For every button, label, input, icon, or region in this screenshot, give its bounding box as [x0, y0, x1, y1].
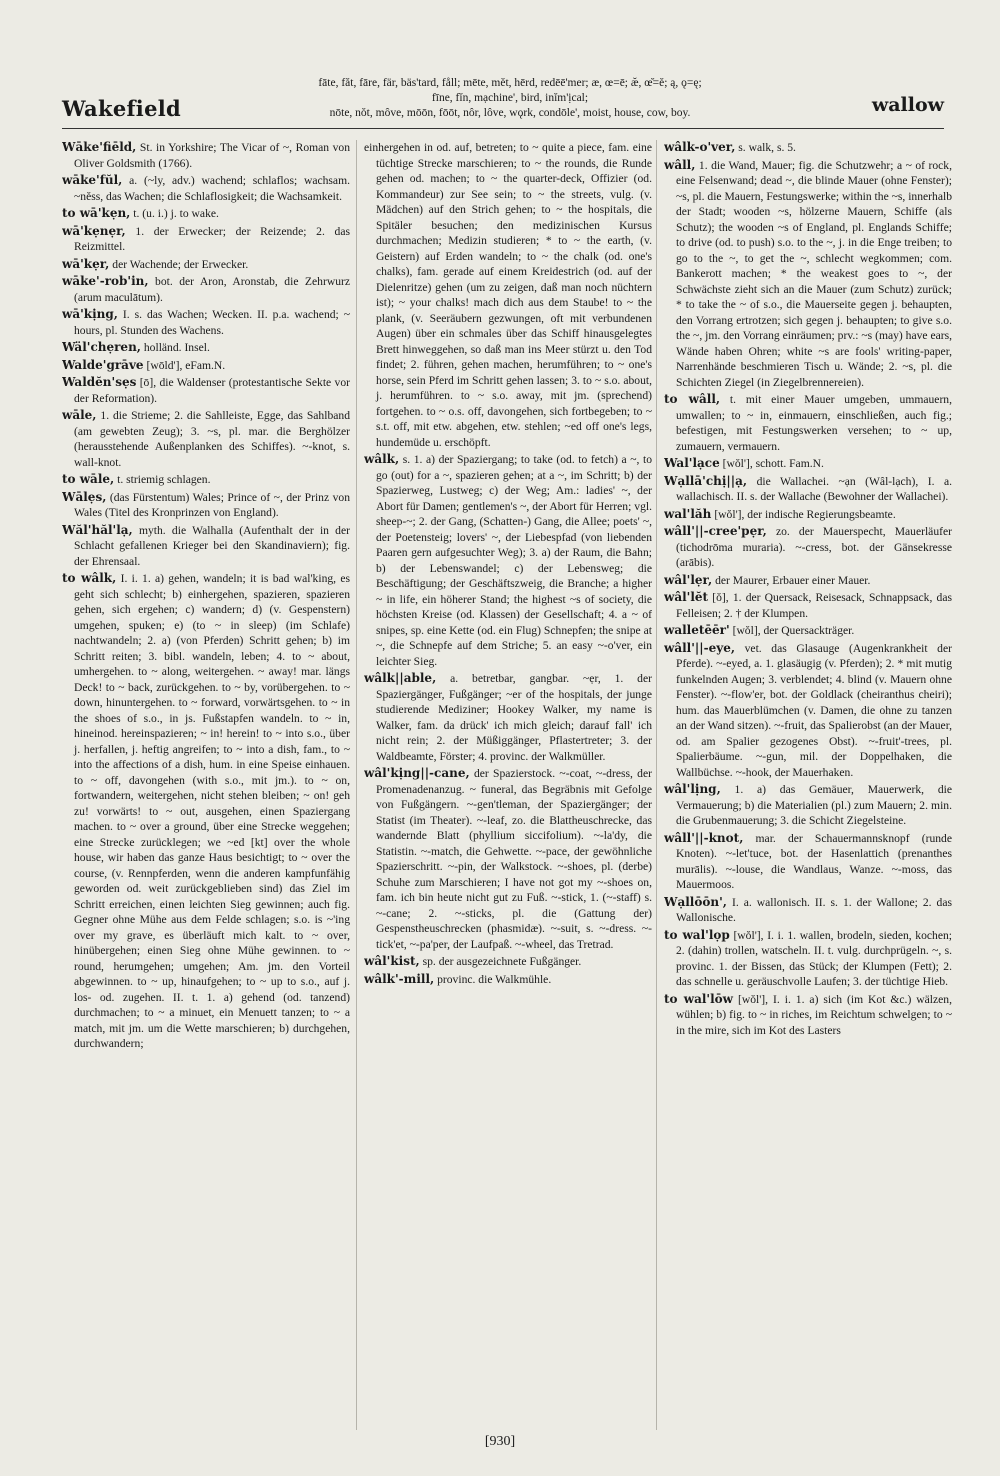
- entry-headword: Wālẹs,: [62, 489, 107, 504]
- entry-definition: [ō], die Waldenser (protestantische Sekte vor der Reformation).: [74, 376, 350, 405]
- entry-definition: vet. das Glasauge (Augenkrankheit der Pferde). ~-eyed, a. 1. glasäugig (v. Pferden); 2. * mit mutig funkelnden Augen; 3. verblendet; 4. blind (v. Mauern ohne Fenster). ~-flow'er, bot. der Goldlack (cheiranthus cheiri); hum. das Mauerblümchen (v. Damen, die ohne zu tanzen an der Wand sitzen). ~-fruit, das Spalierobst (an der Mauer, od. am Spalier gezogenes Obst). ~-fruit'-trees, pl. Spalierbäume. ~-gun, mil. der Doppelhaken, die Wallbüchse. ~-hook, der Mauerhaken.: [676, 641, 952, 779]
- entry-headword: wāke'fŭl,: [62, 173, 123, 187]
- pronunciation-key-line: nōte, nŏt, môve, mōōn, fōōt, nôr, lôve, wǫrk, condōle', moist, house, cow, boy.: [329, 107, 691, 119]
- dictionary-entry: [664, 507, 952, 523]
- page-number: [930]: [484, 1434, 516, 1449]
- column-divider: [656, 140, 657, 1430]
- column-divider: [356, 140, 357, 1430]
- entry-headword: wâll,: [664, 157, 696, 172]
- entry-definition: der Spazierstock. ~-coat, ~-dress, der Promenadenanzug. ~ funeral, das Begräbnis mit Gefolge von Fußgängern. ~-gen'tleman, der Spaziergänger; der Statist (im Theater). ~-leaf, zo. die Blattheuschrecke, das wandernde Blatt (phyllium siccifolium). ~-la'dy, die Statistin. ~-match, die Gehwette. ~-pace, der gewöhnliche Spazierschritt. ~-pin, der Walkstock. ~-shoes, pl. (derbe) Schuhe zum Marschieren; I have not got my ~-shoes on, fam. ich bin heute nicht gut zu Fuß. ~-stick, 1. (~-staff) s. ~-cane; 2. ~-sticks, pl. die (Gattung der) Gespenstheuschrecken (phasmidæ). ~-suit, s. ~-dress. ~-tick'et, ~-pa'per, der Laufpaß. ~-wheel, das Tretrad.: [376, 767, 652, 951]
- entry-definition: provinc. die Walkmühle.: [437, 972, 552, 986]
- column-2: [364, 140, 652, 1430]
- entry-headword: wâll'||-cree'pẹr,: [664, 524, 767, 538]
- entry-headword: Waldĕn'sẹs: [62, 375, 137, 389]
- dictionary-entry: [364, 954, 652, 970]
- entry-headword: Wạllōōn',: [664, 894, 727, 909]
- entry-definition: mar. der Schauermannsknopf (runde Knoten). ~-let'tuce, bot. der Hasenlattich (prenanthes murālis). ~-louse, die Wandlaus, Wanze. ~-moss, das Mauermoos.: [676, 831, 952, 891]
- entry-headword: wâlk,: [364, 452, 400, 466]
- entry-definition: [wŏl'], I. i. 1. wallen, brodeln, sieden, kochen; 2. (dahin) trollen, watscheln. II. t. vulg. durchprügeln. ~, s. provinc. 1. der Bissen, das Stück; der Klumpen (Fett); 2. das schnelle u. geräuschvolle Laufen; 3. der tüchtige Hieb.: [676, 928, 952, 988]
- entry-headword: wâl'kist,: [364, 954, 420, 968]
- entry-headword: wâlk'-mill,: [364, 971, 435, 986]
- entry-definition: a. betretbar, gangbar. ~ẹr, 1. der Spaziergänger, Fußgänger; ~er of the hospitals, der junge studierende Mediziner; Hookey Walker, my name is Walker, fam. da drück' ich mich gleich; darauf fall' ich nicht rein; 2. der Müßiggänger, Pflastertreter; 3. der Waldbeamte, Förster; 4. provinc. der Walkmüller.: [376, 672, 652, 763]
- dictionary-entry: [664, 641, 952, 781]
- dictionary-entry: [62, 571, 350, 1052]
- entry-headword: wal'lăh: [664, 506, 712, 521]
- entry-headword: wâll'||-eye,: [664, 640, 736, 655]
- dictionary-entry: [62, 375, 350, 406]
- dictionary-entry: [664, 992, 952, 1039]
- entry-definition: die Wallachei. ~ạn (Wâl-lạch), I. a. wallachisch. II. s. der Wallache (Bewohner der Wallachei).: [676, 474, 952, 503]
- entry-headword: Walde'grāve: [62, 357, 144, 372]
- dictionary-entry: [664, 895, 952, 926]
- entry-definition: (das Fürstentum) Wales; Prince of ~, der Prinz von Wales (Titel des Kronprinzen von England).: [74, 490, 350, 519]
- entry-headword: wâlk||able,: [364, 671, 437, 685]
- dictionary-entry: [664, 782, 952, 829]
- dictionary-entry: [664, 474, 952, 505]
- entry-definition: einhergehen in od. auf, betreten; to ~ quite a piece, fam. eine tüchtige Strecke marschieren; to ~ the rounds, die Runde gehen od. machen; to ~ the quarter-deck, Offizier (od. Kommandeur) zur See sein; to ~ the streets, vulg. (v. Mädchen) auf den Strich gehen; to ~ the hospitals, die Spitäler besuchen; den medizinischen Kursus durchmachen; Medizin studieren; * to ~ the earth, (v. Geistern) auf Erden wandeln; to ~ the chalk (od. one's chalks), fam. gerade auf einem Kreidestrich (od. auf der Dielenritze) gehen (um zu zeigen, daß man noch nüchtern ist); ~ your chalks! mach dich aus dem Staube! to ~ the plank, (v. Seeräubern gezwungen, oft mit verbundenen Augen) über ein schmales über das Schiff hinausgelegtes Brett hinweggehen, so daß man ins Meer stürzt u. den Tod findet; 2. führen, gehen machen, herumführen; to ~ one's horse, sein Pferd im Schritt gehen lassen; 3. to ~ s.o. about, j. herumführen. to ~ s.o. away, mit jm. (sprechend) fortgehen. to ~ o.s. off, davongehen, sich fortbegeben; to ~ s.t. off, mit etw. abgehen, etw. stehlen; ~ed off one's legs, hundemüde u. erschöpft.: [364, 141, 652, 449]
- entry-headword: Wāke'fiēld,: [62, 140, 137, 154]
- entry-definition: [wŏl'], I. i. 1. a) sich (im Kot &c.) wälzen, wühlen; b) fig. to ~ in riches, im Reichtum schwelgen; to ~ in the mire, sich im Kot des Lasters: [676, 992, 952, 1037]
- entry-definition: 1. die Strieme; 2. die Sahlleiste, Egge, das Sahlband (am gewebten Zeug); 3. ~s, pl. mar. die Berghölzer (herausstehende Außenplanken des Schiffes). ~-knot, s. wall-knot.: [74, 409, 350, 469]
- entry-definition: t. mit einer Mauer umgeben, ummauern, umwallen; to ~ in, einmauern, einschließen, auch fig.; befestigen, mit Festungswerken versehen; to ~ up, zumauern, vermauern.: [676, 393, 952, 453]
- dictionary-entry: [62, 224, 350, 255]
- entry-definition: [ŏ], 1. der Quersack, Reisesack, Schnappsack, das Felleisen; 2. † der Klumpen.: [676, 591, 952, 620]
- column-3: [664, 140, 952, 1430]
- dictionary-entry: [664, 590, 952, 621]
- dictionary-entry: [62, 206, 350, 222]
- entry-headword: to wal'lọp: [664, 927, 730, 942]
- entry-headword: to wâll,: [664, 392, 721, 406]
- entry-definition: bot. der Aron, Aronstab, die Zehrwurz (arum maculātum).: [74, 275, 350, 304]
- entry-definition: der Maurer, Erbauer einer Mauer.: [715, 573, 871, 587]
- entry-headword: Wăl'hăl'lạ,: [62, 522, 133, 537]
- entry-headword: Wäl'chẹren,: [62, 340, 141, 354]
- dictionary-entry: [62, 408, 350, 470]
- entry-headword: wâl'lịng,: [664, 782, 721, 796]
- entry-headword: wâl'kịng||-cane,: [364, 766, 470, 780]
- header-rule: [62, 128, 944, 129]
- entry-headword: Wạllā'chị||ạ,: [664, 473, 748, 488]
- running-head-left: Wakefield: [62, 96, 182, 121]
- pronunciation-key-line: fīne, fĭn, mạchine', bird, inĭm'ịcal;: [431, 92, 589, 104]
- entry-definition: t. striemig schlagen.: [117, 473, 211, 486]
- dictionary-entry: [62, 274, 350, 305]
- entry-headword: Wal'lạce: [664, 456, 720, 470]
- entry-headword: wā'kịng,: [62, 307, 118, 321]
- entry-headword: wâll'||-knot,: [664, 830, 744, 845]
- entry-definition: myth. die Walhalla (Aufenthalt der in der Schlacht gefallenen Krieger bei den Skandinaviern); fig. der Ehrensaal.: [74, 523, 350, 568]
- entry-definition: [wŏl'], schott. Fam.N.: [722, 457, 824, 470]
- pronunciation-key: [210, 76, 810, 121]
- dictionary-entry: [364, 766, 652, 952]
- dictionary-entry: [62, 523, 350, 570]
- dictionary-entry: [364, 671, 652, 764]
- dictionary-entry: [664, 573, 952, 589]
- entry-headword: wâl'lĕt: [664, 590, 709, 604]
- dictionary-entry: [664, 623, 952, 639]
- entry-definition: sp. der ausgezeichnete Fußgänger.: [422, 955, 582, 968]
- entry-headword: to wāle,: [62, 472, 115, 486]
- running-head-right: wallow: [871, 94, 944, 116]
- dictionary-entry: [664, 928, 952, 990]
- column-1: [62, 140, 350, 1430]
- entry-definition: [wōld'], eFam.N.: [146, 358, 226, 372]
- entry-definition: 1. die Wand, Mauer; fig. die Schutzwehr; a ~ of rock, eine Felsenwand; dead ~, die blinde Mauer (ohne Fenster); ~s, pl. die Mauern, Festungswerke; within the ~s, innerhalb der Stadt; wooden ~s, hölzerne Mauern, Schiffe (als Schutz); the wooden ~s of England, pl. Englands Schiffe; to drive (od. to push) s.o. to the ~, j. in die Enge treiben; to go to the ~, to get the ~, schlecht wegkommen; com. Bankerott machen; * the weakest goes to ~, der Schwächste zieht sich an die Mauer (zum Schutz) zurück; * to take the ~ of s.o., die Mauerseite gegen j. behaupten, den Vorrang ertrotzen; sich gegen j. behaupten; to give s.o. the ~, jm. den Vorrang einräumen; prv.: ~s (may) have ears, Wände haben Ohren; white ~s are fools' writing-paper, Narrenhände beschmieren Tisch u. Wände; 2. ~s, pl. die Schichten Ziegel (in Ziegelbrennereien).: [676, 158, 952, 389]
- dictionary-entry: [62, 173, 350, 204]
- dictionary-entry: [62, 358, 350, 374]
- entry-definition: der Wachende; der Erwecker.: [112, 257, 249, 271]
- entry-headword: to wal'lōw: [664, 991, 734, 1006]
- dictionary-entry: [364, 972, 652, 988]
- entry-headword: wā'kẹr,: [62, 256, 110, 271]
- entry-definition: s. 1. a) der Spaziergang; to take (od. to fetch) a ~, to go (out) for a ~, spazieren gehen; at a ~, im Schritt; b) der Spazierweg, Lustweg; c) der Weg; Am.: ladies' ~, der Abort für Damen; gentlemen's ~, der Abort für Herren; vgl. sheep-~; 2. der Gang, (Schatten-) Gang, die Allee; poets' ~, der Poetensteig; lovers' ~, der Liebespfad (von liebenden Paaren gern aufgesuchter Weg); 3. a) der Raum, die Bahn; b) der Lebenswandel; c) der Lebensweg; die Beschäftigung; der Geschäftszweig, die Branche; a higher ~ in life, ein höherer Stand; the highest ~s of society, die höchsten Kreise (od. Klassen) der Gesellschaft; 4. a ~ of snipes, sp. eine Kette (od. ein Flug) Schnepfen; the snipe at ~, die Schnepfe auf dem Striche; 5. an easy ~-o'ver, ein leichter Sieg.: [376, 453, 652, 668]
- entry-definition: 1. a) das Gemäuer, Mauerwerk, die Vermauerung; b) die Materialien (pl.) zum Mauern; 2. min. die Grubenmauerung; 3. die Schicht Ziegelsteine.: [676, 783, 952, 827]
- entry-headword: wâlk-o'ver,: [664, 140, 736, 154]
- dictionary-entry: [664, 456, 952, 472]
- entry-definition: zo. der Mauerspecht, Mauerläufer (tichodrōma muraria). ~-cress, bot. der Gänsekresse (arābis).: [676, 525, 952, 569]
- entry-headword: to wâlk,: [62, 571, 117, 585]
- dictionary-entry: [62, 257, 350, 273]
- pronunciation-key-line: fāte, făt, fāre, fär, bäs'tard, fåll; mēte, mĕt, hērd, redēē'mer; æ, œ=ē; æ̆, œ̆=ĕ; ą, ǫ=ę;: [318, 77, 702, 89]
- dictionary-entry: [62, 490, 350, 521]
- dictionary-entry: [364, 140, 652, 450]
- entry-definition: 1. der Erwecker; der Reizende; 2. das Reizmittel.: [74, 224, 350, 253]
- entry-definition: [wŏl'], der indische Regierungsbeamte.: [714, 507, 896, 521]
- entry-definition: I. a. wallonisch. II. s. 1. der Wallone; 2. das Wallonische.: [676, 895, 952, 924]
- entry-definition: t. (u. i.) j. to wake.: [133, 207, 219, 220]
- entry-definition: a. (~ly, adv.) wachend; schlaflos; wachsam. ~nĕss, das Wachen; die Schlaflosigkeit; die Wachsamkeit.: [74, 174, 350, 203]
- dictionary-entry: [364, 452, 652, 669]
- dictionary-entry: [62, 340, 350, 356]
- dictionary-entry: [664, 158, 952, 391]
- dictionary-entry: [664, 140, 952, 156]
- dictionary-entry: [664, 392, 952, 454]
- entry-definition: holländ. Insel.: [143, 341, 210, 354]
- entry-definition: [wŏl], der Quersackträger.: [732, 624, 855, 637]
- entry-definition: I. s. das Wachen; Wecken. II. p.a. wachend; ~ hours, pl. Stunden des Wachens.: [74, 308, 350, 337]
- dictionary-entry: [62, 472, 350, 488]
- entry-definition: s. walk, s. 5.: [738, 141, 796, 154]
- entry-definition: I. i. 1. a) gehen, wandeln; it is bad wal'king, es geht sich schlecht; b) einhergehen, spazieren, spazieren gehen, sich ergehen; c) wandern; d) (v. Gespenstern) umgehen, spuken; e) (to ~ in sleep) (im Schlafe) nachtwandeln; 2. a) (von Pferden) Schritt gehen; b) im Schritt reiten; 3. bibl. wandeln, leben; 4. to ~ about, umhergehen. to ~ along, weitergehen. ~ away! mar. längs Deck! to ~ back, zurückgehen. to ~ by, vorübergehen. to ~ down, hinuntergehen. to ~ forward, vorwärtsgehen. to ~ in the shoes of s.o., in js. Fußstapfen wandeln. to ~ in, hineinod. hereinspazieren; ~ in! herein! to ~ into s.o., über j. herfallen, j. heftig angreifen; to ~ into a dish, fam., to ~ into the affections of a dish, hum. in eine Speise einhauen. to ~ off, davongehen (with s.o., mit jm.). to ~ on, fortwandern, weitergehen, nicht stehen bleiben; ~ on! geh zu! vorwärts! to ~ out, ausgehen, einen Spaziergang machen. to ~ over a ground, über eine Strecke weggehen; eine Strecke zurücklegen; we ~ed [kt] over the whole house, wir haben das ganze Haus besichtigt; to ~ over the course, (v. Rennpferden, wenn die anderen kampfunfähig geworden od. weit zurückgeblieben sind) das Ziel im Schritt erreichen, einen leichten Sieg gewinnen; auch fig. Gegner ohne Mühe aus dem Felde schlagen; s.o. is ~'ing over my grave, es überläuft mich kalt. to ~ over, hinübergehen; einen Sieg ohne Mühe gewinnen. to ~ round, herumgehen; umgehen; Am. jm. den Vorteil abgewinnen. to ~ up, hinaufgehen; to ~ up to s.o., auf j. los- od. zugehen. II. t. 1. a) gehend (od. tanzend) durchmachen; to ~ a minuet, ein Menuett tanzen; to ~ a match, mit jm. um die Wette marschieren; b) durchgehen, durchwandern;: [74, 572, 350, 1050]
- dictionary-entry: [664, 524, 952, 571]
- entry-headword: walletēēr': [664, 623, 730, 637]
- entry-headword: wâl'lẹr,: [664, 572, 713, 587]
- dictionary-entry: [62, 307, 350, 338]
- entry-headword: wāle,: [62, 408, 97, 422]
- dictionary-entry: [62, 140, 350, 171]
- entry-definition: St. in Yorkshire; The Vicar of ~, Roman von Oliver Goldsmith (1766).: [74, 141, 350, 170]
- dictionary-entry: [664, 831, 952, 893]
- entry-headword: to wā'kẹn,: [62, 206, 131, 220]
- entry-headword: wā'kẹnẹr,: [62, 223, 126, 238]
- entry-headword: wāke'-rob'in,: [62, 274, 149, 288]
